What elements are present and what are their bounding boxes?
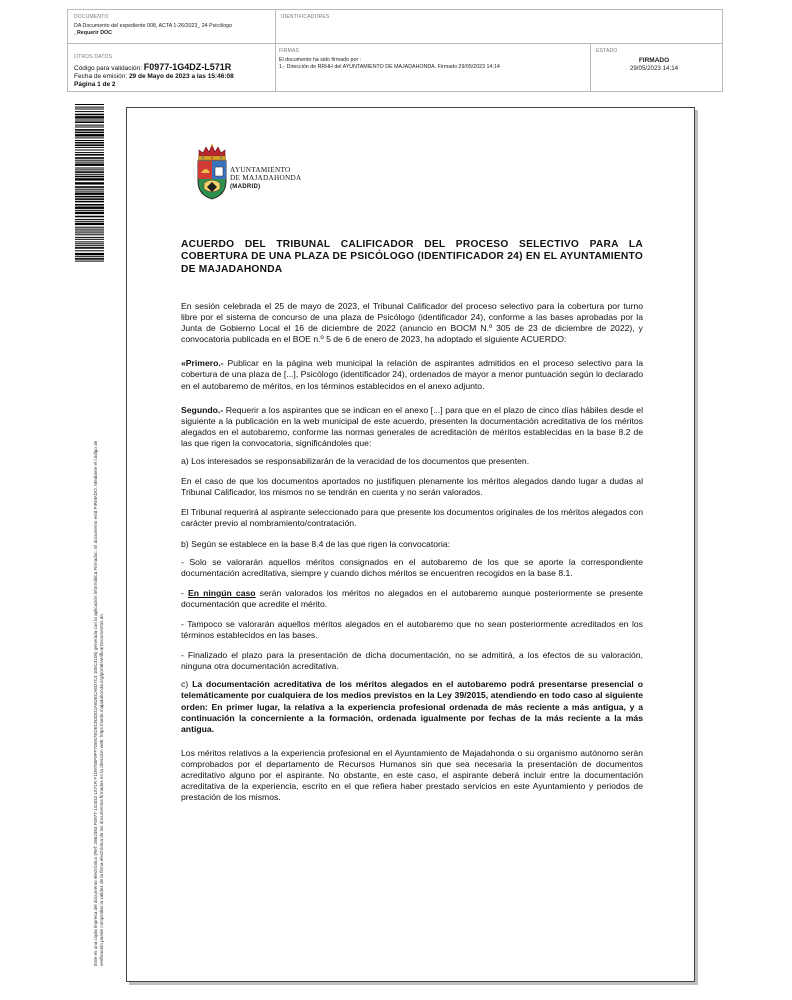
meritos-paragraph: Los méritos relativos a la experiencia profesional en el Ayuntamiento de Majadahonda o su organismo autónomo serán comprobados por el departamento de Recursos Humanos sin que sea necesaria la presentación de documentos acreditativo alguno por el aspirante. No obstante, en este caso, el aspirante deberá incluir entre la documentación acreditativa de la experiencia, escrito en el que refiera haber prestado servicios en este Ayuntamiento y periodos de prestación de los mismos. [181, 747, 643, 803]
solo-paragraph: - Solo se valorarán aquellos méritos consignados en el autobaremo de los que se aporte la correspondiente documentación acreditativa, siempre y cuando dichos méritos se encuentren recogidos en la base 8.1. [181, 556, 643, 578]
documento-text-2: _Requerir DOC [74, 30, 112, 36]
barcode-bar [75, 176, 104, 178]
barcode-bar [75, 198, 104, 200]
documento-label: DOCUMENTO [74, 14, 109, 20]
barcode-bar [75, 207, 104, 209]
barcode-bar [75, 157, 104, 159]
point-a: a) Los interesados se responsabilizarán de la veracidad de los documentos que presenten. [181, 456, 530, 467]
barcode-bar [75, 231, 104, 232]
point-c-prefix: c) [181, 679, 193, 690]
tribunal-paragraph: El Tribunal requerirá al aspirante seleccionado para que presente los documentos originales de los méritos alegados con carácter previo al nombramiento/contratación. [181, 507, 643, 529]
ningun-caso-underlined: En ningún caso [187, 587, 256, 598]
barcode-bar [75, 121, 104, 123]
firmas-text-2: 1.- Dirección de RRHH del AYUNTAMIENTO DE MAJADAHONDA. Firmado 29/05/2023 14:14 [279, 64, 500, 70]
barcode [75, 104, 104, 262]
barcode-bar [75, 171, 104, 173]
document-body [181, 301, 643, 803]
segundo-paragraph [181, 405, 643, 449]
identificadores-label: IDENTIFICADORES [281, 14, 330, 20]
barcode-bar [75, 134, 104, 136]
barcode-bar [75, 132, 104, 134]
validation-code-prefix: Código para validación: [74, 65, 142, 72]
estado-date: 29/05/2023 14:14 [629, 65, 679, 72]
segundo-label: Segundo.- [181, 404, 224, 415]
validation-code-value: F0977-1G4DZ-L571R [143, 62, 232, 72]
barcode-bar [75, 114, 104, 116]
logo-line-2: DE MAJADAHONDA [230, 174, 302, 183]
barcode-bar [75, 140, 104, 141]
barcode-bar [75, 152, 104, 153]
header-box-otros-datos [67, 43, 276, 92]
coat-of-arms-logo [195, 143, 229, 201]
barcode-bar [75, 154, 104, 156]
header-box-firmas [275, 43, 591, 92]
barcode-bar [75, 186, 104, 188]
barcode-bar [75, 196, 104, 198]
header-box-identificadores [275, 9, 723, 44]
barcode-bar [75, 174, 104, 175]
page-counter: Página 1 de 2 [74, 81, 116, 88]
barcode-bar [75, 129, 104, 131]
emission-date-value: 29 de Mayo de 2023 a las 15:46:08 [128, 73, 234, 80]
header-box-documento [67, 9, 276, 44]
estado-value: FIRMADO [638, 57, 670, 64]
barcode-bar [75, 241, 104, 242]
barcode-bar [75, 193, 104, 195]
logo-text [230, 166, 301, 191]
barcode-bar [75, 142, 104, 144]
verification-side-text [93, 276, 105, 966]
barcode-bar [75, 168, 104, 169]
point-b: b) Según se establece en la base 8.4 de las que rigen la convocatoria: [181, 538, 450, 549]
barcode-bar [75, 229, 104, 230]
barcode-bar [75, 164, 104, 166]
barcode-bar [75, 219, 104, 220]
point-c [181, 679, 643, 734]
barcode-bar [75, 221, 104, 222]
barcode-bar [75, 191, 104, 192]
document-title: ACUERDO DEL TRIBUNAL CALIFICADOR DEL PROCESO SELECTIVO PARA LA COBERTURA DE UNA PLAZA DE PSICÓLOGO (IDENTIFICADOR 24) EN EL AYUNTAMIENTO DE MAJADAHONDA [181, 239, 643, 275]
barcode-bar [75, 189, 104, 190]
header-box-estado [590, 43, 723, 92]
barcode-bar [75, 107, 104, 108]
barcode-bar [75, 256, 104, 257]
ningun-pre: - [181, 587, 188, 598]
barcode-bar [75, 250, 104, 251]
ningun-caso-paragraph [181, 588, 643, 610]
barcode-bar [75, 169, 104, 170]
estado-label: ESTADO [596, 48, 618, 54]
primero-label: «Primero.- [181, 358, 224, 369]
barcode-bar [75, 212, 104, 214]
barcode-bar [75, 127, 104, 128]
otros-datos-label: OTROS DATOS [74, 54, 113, 60]
firmas-text-1: El documento ha sido firmado por : [279, 57, 362, 63]
barcode-bar [75, 210, 104, 211]
barcode-bar [75, 201, 104, 203]
barcode-bar [75, 204, 104, 206]
barcode-bar [75, 150, 104, 151]
firmas-label: FIRMAS [279, 48, 300, 54]
documento-text-1: DA Documento del expediente 008, ACTA 1-26/2023_ 24 Psicólogo [74, 23, 233, 29]
barcode-bar [75, 234, 104, 235]
barcode-bar [75, 232, 104, 233]
barcode-bar [75, 109, 104, 110]
ningun-post: serán valorados los méritos no alegados en el autobaremo aunque posteriormente se presente documentación que acredite el mérito. [181, 587, 643, 609]
barcode-bar [75, 216, 104, 218]
barcode-bar [75, 239, 104, 240]
caso-paragraph: En el caso de que los documentos aportados no justifiquen plenamente los méritos alegados dando lugar a dudas al Tribunal Calificador, los mismos no se tendrán en cuenta y no serán valorados. [181, 476, 643, 498]
barcode-bar [75, 137, 104, 138]
barcode-bar [75, 245, 104, 246]
side-text-line-1: Este es una copia impresa del documento electrónico (Ref: 2662463 F0977-1G4DZ-L571R F1D9785F9FF7DE67EDECB3DD2A6DECA6D7C4 105C4105) generada con la aplicación informática Firmadoc. El documento está FIRMADO. Mediante el código de [93, 440, 98, 966]
barcode-bar [75, 144, 104, 146]
barcode-bar [75, 247, 104, 249]
barcode-bar [75, 261, 104, 262]
barcode-bar [75, 162, 104, 163]
barcode-bar [75, 111, 104, 112]
primero-text: Publicar en la página web municipal la relación de aspirantes admitidos en el proceso selectivo para la cobertura de una plaza de [...], Psicólogo (identificador 24), ordenados de mayor a menor puntuación según lo declarado en el autobaremo de méritos, en los términos establecidos en el anexo adjunto. [181, 358, 643, 391]
barcode-bar [75, 258, 104, 260]
finalizado-paragraph: - Finalizado el plazo para la presentación de dicha documentación, no se admitirá, a los efectos de su valoración, ninguna otra documentación acreditativa. [181, 650, 643, 672]
segundo-text: Requerir a los aspirantes que se indican en el anexo [...] para que en el plazo de cinco días hábiles desde el siguiente a la publicación en la web municipal de este acuerdo, presenten la documentación acreditativa de los méritos alegados en el autobaremo, conforme las normas generales de acreditación de méritos establecidas en la base 8.2 de las que rigen la convocatoria, significándoles que: [181, 404, 643, 448]
barcode-bar [75, 104, 104, 105]
logo-line-1: AYUNTAMIENTO [230, 166, 291, 174]
intro-paragraph: En sesión celebrada el 25 de mayo de 2023, el Tribunal Calificador del proceso selectivo para la cobertura por turno libre por el sistema de concurso de una plaza de Psicólogo (identificador 24), conforme a las bases aprobadas por la Junta de Gobierno Local el 16 de diciembre de 2022 (anuncio en BOCM N.º 305 de 23 de diciembre de 2022), y convocatoria publicada en el BOE n.º 5 de 6 de enero de 2023, ha adoptado el siguiente ACUERDO: [181, 301, 643, 345]
barcode-bar [75, 227, 104, 228]
barcode-bar [75, 178, 104, 180]
logo-line-3: (MADRID) [230, 183, 261, 190]
barcode-bar [75, 182, 104, 184]
barcode-bar [75, 147, 104, 148]
barcode-bar [75, 116, 104, 118]
barcode-bar [75, 253, 104, 255]
tampoco-paragraph: - Tampoco se valorarán aquellos méritos alegados en el autobaremo que no sean posteriormente acreditados en los términos establecidos en las bases. [181, 618, 643, 641]
primero-paragraph [181, 358, 643, 391]
barcode-bar [75, 125, 104, 126]
barcode-bar [75, 237, 104, 238]
point-c-bold: La documentación acreditativa de los méritos alegados en el autobaremo podrá presentarse presencial o telemáticamente por cualquiera de los medios previstos en la Ley 39/2015, atendiendo en todo caso al siguiente orden: En primer lugar, la relativa a la experiencia profesional ordenada de más reciente a más antigua, y a continuación la concerniente a la formación, ordenada igualmente por fechas de la más reciente a la más antigua. [181, 679, 643, 734]
barcode-bar [75, 243, 104, 244]
barcode-bar [75, 223, 104, 225]
barcode-bar [75, 160, 104, 161]
emission-date-prefix: Fecha de emisión: [74, 73, 128, 80]
side-text-line-2: verificación puede comprobar la validez de la firma electrónica de los documentos firmados en la dirección web: https://sede.majadahonda.org/portal/verificarDocumentos.do [99, 614, 104, 966]
barcode-bar [75, 120, 104, 121]
